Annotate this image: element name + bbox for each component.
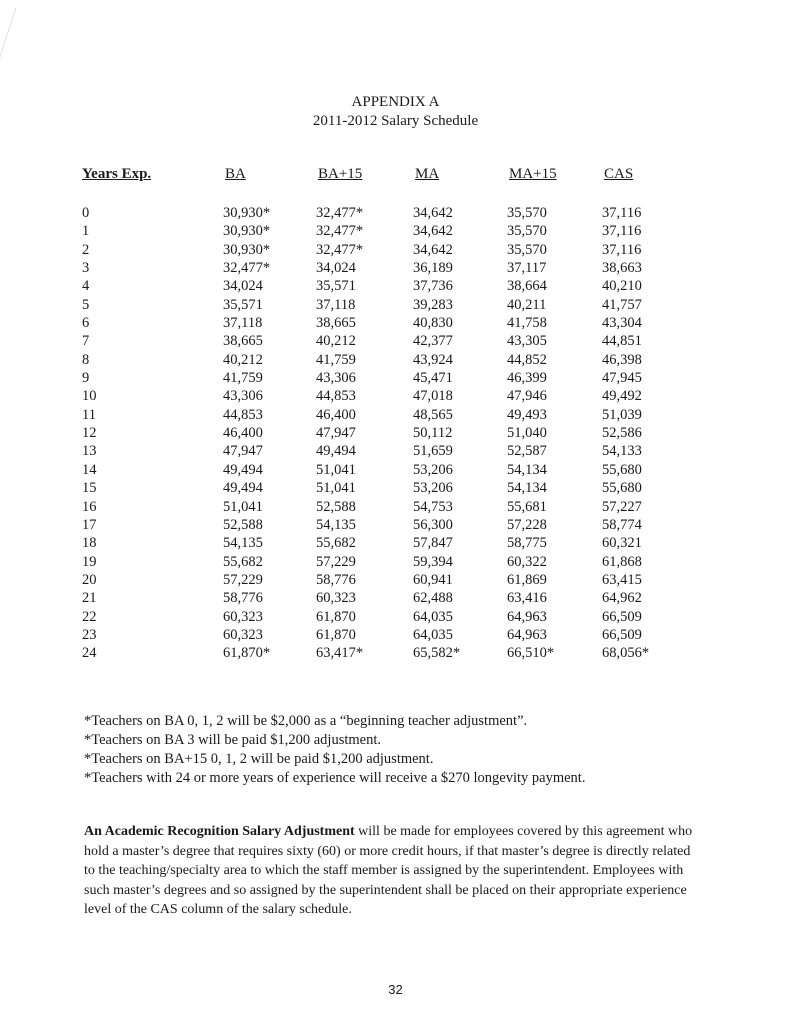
salary-cell: 41,757 bbox=[602, 296, 642, 313]
years-cell: 2 bbox=[82, 241, 90, 258]
salary-cell: 55,682 bbox=[316, 535, 356, 552]
page-number: 32 bbox=[388, 982, 403, 997]
salary-cell: 66,509 bbox=[602, 608, 642, 625]
salary-cell: 34,642 bbox=[413, 223, 453, 240]
salary-cell: 46,400 bbox=[316, 406, 356, 423]
salary-cell: 51,041 bbox=[223, 498, 263, 515]
column-header-years-exp: Years Exp. bbox=[82, 166, 152, 182]
salary-cell: 44,851 bbox=[602, 333, 642, 350]
years-cell: 15 bbox=[82, 480, 97, 497]
salary-cell: 43,304 bbox=[602, 315, 642, 332]
salary-cell: 37,116 bbox=[602, 205, 642, 221]
salary-cell: 54,133 bbox=[602, 443, 642, 460]
column-header-cas: CAS bbox=[604, 166, 634, 182]
salary-cell: 37,116 bbox=[602, 241, 642, 258]
column-header-ba15: BA+15 bbox=[318, 166, 363, 182]
salary-cell: 62,488 bbox=[413, 590, 453, 607]
salary-cell: 54,753 bbox=[413, 498, 453, 515]
schedule-subtitle: 2011-2012 Salary Schedule bbox=[312, 113, 479, 129]
salary-cell: 35,571 bbox=[316, 278, 356, 295]
years-cell: 0 bbox=[82, 205, 90, 221]
salary-cell: 51,040 bbox=[507, 425, 547, 442]
years-cell: 8 bbox=[82, 351, 90, 368]
salary-cell: 37,736 bbox=[413, 278, 453, 295]
salary-cell: 64,963 bbox=[507, 626, 547, 643]
years-cell: 9 bbox=[82, 370, 90, 387]
salary-cell: 68,056* bbox=[602, 645, 650, 662]
salary-cell: 54,135 bbox=[316, 516, 356, 533]
years-cell: 18 bbox=[82, 535, 97, 552]
salary-cell: 30,930* bbox=[223, 223, 271, 240]
salary-cell: 65,582* bbox=[413, 645, 461, 662]
salary-cell: 39,283 bbox=[413, 296, 453, 313]
years-cell: 20 bbox=[82, 571, 97, 588]
paragraph-text: will be made for employees covered by this agreement who hold a master’s degree that requires sixty (60) or more credit hours, if that master’s degree is directly related to the teaching/specialty area to which the staff member is assigned by the superintendent. Employees with such master’s degrees and so assigned by the superintendent shall be placed on their appropriate experience level of the CAS column of the salary schedule. bbox=[84, 824, 693, 917]
salary-cell: 47,945 bbox=[602, 370, 642, 387]
salary-cell: 51,039 bbox=[602, 406, 642, 423]
scan-artifact bbox=[0, 8, 40, 66]
salary-cell: 35,570 bbox=[507, 241, 547, 258]
salary-cell: 38,665 bbox=[223, 333, 263, 350]
salary-cell: 40,211 bbox=[507, 296, 547, 313]
salary-cell: 38,664 bbox=[507, 278, 547, 295]
salary-cell: 40,210 bbox=[602, 278, 642, 295]
salary-cell: 64,035 bbox=[413, 608, 453, 625]
salary-cell: 41,758 bbox=[507, 315, 547, 332]
salary-cell: 53,206 bbox=[413, 480, 453, 497]
salary-cell: 58,776 bbox=[316, 571, 356, 588]
column-header-ma15: MA+15 bbox=[509, 166, 557, 182]
salary-cell: 36,189 bbox=[413, 260, 453, 277]
footnotes bbox=[84, 712, 585, 788]
salary-cell: 51,659 bbox=[413, 443, 453, 460]
appendix-title: APPENDIX A bbox=[351, 94, 440, 110]
salary-cell: 49,492 bbox=[602, 388, 642, 405]
salary-cell: 35,570 bbox=[507, 205, 547, 221]
salary-cell: 47,018 bbox=[413, 388, 453, 405]
years-cell: 7 bbox=[82, 333, 90, 350]
salary-cell: 46,400 bbox=[223, 425, 263, 442]
salary-cell: 46,398 bbox=[602, 351, 642, 368]
years-cell: 5 bbox=[82, 296, 90, 313]
salary-cell: 37,117 bbox=[507, 260, 547, 277]
salary-cell: 61,870 bbox=[316, 626, 356, 643]
salary-cell: 60,323 bbox=[316, 590, 356, 607]
salary-cell: 43,306 bbox=[316, 370, 356, 387]
salary-cell: 37,116 bbox=[602, 223, 642, 240]
salary-cell: 60,321 bbox=[602, 535, 642, 552]
salary-cell: 63,415 bbox=[602, 571, 642, 588]
salary-cell: 49,494 bbox=[316, 443, 356, 460]
salary-cell: 34,024 bbox=[316, 260, 356, 277]
salary-cell: 38,665 bbox=[316, 315, 356, 332]
salary-cell: 57,847 bbox=[413, 535, 453, 552]
salary-cell: 58,776 bbox=[223, 590, 263, 607]
salary-cell: 42,377 bbox=[413, 333, 453, 350]
salary-cell: 51,041 bbox=[316, 480, 356, 497]
paragraph-bold-lead: An Academic Recognition Salary Adjustment bbox=[84, 824, 355, 839]
footnote: *Teachers on BA+15 0, 1, 2 will be paid $1,200 adjustment. bbox=[84, 751, 434, 767]
salary-cell: 46,399 bbox=[507, 370, 547, 387]
salary-cell: 47,947 bbox=[223, 443, 263, 460]
salary-cell: 40,212 bbox=[316, 333, 356, 350]
salary-cell: 55,680 bbox=[602, 461, 642, 478]
years-cell: 10 bbox=[82, 388, 97, 405]
salary-cell: 52,586 bbox=[602, 425, 642, 442]
salary-cell: 30,930* bbox=[223, 241, 271, 258]
salary-cell: 51,041 bbox=[316, 461, 356, 478]
salary-cell: 41,759 bbox=[223, 370, 263, 387]
years-cell: 12 bbox=[82, 425, 97, 442]
salary-cell: 60,323 bbox=[223, 608, 263, 625]
salary-cell: 61,869 bbox=[507, 571, 547, 588]
column-header-ma: MA bbox=[415, 166, 440, 182]
salary-cell: 35,571 bbox=[223, 296, 263, 313]
salary-cell: 66,509 bbox=[602, 626, 642, 643]
salary-cell: 55,682 bbox=[223, 553, 263, 570]
salary-cell: 40,212 bbox=[223, 351, 263, 368]
salary-cell: 32,477* bbox=[316, 241, 364, 258]
salary-cell: 60,941 bbox=[413, 571, 453, 588]
salary-cell: 52,588 bbox=[316, 498, 356, 515]
salary-cell: 50,112 bbox=[413, 425, 453, 442]
salary-cell: 63,417* bbox=[316, 645, 364, 662]
footnote: *Teachers on BA 3 will be paid $1,200 adjustment. bbox=[84, 732, 381, 748]
salary-cell: 54,134 bbox=[507, 461, 547, 478]
salary-cell: 41,759 bbox=[316, 351, 356, 368]
salary-cell: 58,775 bbox=[507, 535, 547, 552]
salary-cell: 32,477* bbox=[316, 223, 364, 240]
salary-cell: 43,924 bbox=[413, 351, 453, 368]
salary-cell: 59,394 bbox=[413, 553, 453, 570]
salary-cell: 37,118 bbox=[223, 315, 263, 332]
salary-cell: 30,930* bbox=[223, 205, 271, 221]
salary-cell: 55,680 bbox=[602, 480, 642, 497]
salary-cell: 55,681 bbox=[507, 498, 547, 515]
salary-cell: 49,494 bbox=[223, 480, 263, 497]
years-cell: 23 bbox=[82, 626, 97, 643]
years-cell: 17 bbox=[82, 516, 97, 533]
salary-cell: 32,477* bbox=[223, 260, 271, 277]
salary-cell: 43,306 bbox=[223, 388, 263, 405]
salary-cell: 48,565 bbox=[413, 406, 453, 423]
salary-cell: 54,135 bbox=[223, 535, 263, 552]
years-cell: 1 bbox=[82, 223, 90, 240]
salary-cell: 45,471 bbox=[413, 370, 453, 387]
salary-cell: 57,228 bbox=[507, 516, 547, 533]
footnote: *Teachers with 24 or more years of experience will receive a $270 longevity payment. bbox=[84, 770, 586, 786]
salary-cell: 60,323 bbox=[223, 626, 263, 643]
salary-cell: 34,642 bbox=[413, 241, 453, 258]
years-cell: 4 bbox=[82, 278, 90, 295]
years-cell: 6 bbox=[82, 315, 90, 332]
salary-cell: 44,853 bbox=[316, 388, 356, 405]
years-cell: 11 bbox=[82, 406, 96, 423]
salary-cell: 47,947 bbox=[316, 425, 356, 442]
salary-cell: 52,588 bbox=[223, 516, 263, 533]
years-cell: 22 bbox=[82, 608, 97, 625]
years-cell: 19 bbox=[82, 553, 97, 570]
salary-cell: 44,853 bbox=[223, 406, 263, 423]
salary-cell: 32,477* bbox=[316, 205, 364, 221]
salary-cell: 61,870 bbox=[316, 608, 356, 625]
salary-cell: 63,416 bbox=[507, 590, 547, 607]
years-cell: 3 bbox=[82, 260, 90, 277]
salary-cell: 57,229 bbox=[223, 571, 263, 588]
salary-cell: 57,227 bbox=[602, 498, 642, 515]
salary-cell: 60,322 bbox=[507, 553, 547, 570]
salary-cell: 35,570 bbox=[507, 223, 547, 240]
salary-cell: 37,118 bbox=[316, 296, 356, 313]
salary-cell: 49,494 bbox=[223, 461, 263, 478]
salary-cell: 40,830 bbox=[413, 315, 453, 332]
salary-cell: 57,229 bbox=[316, 553, 356, 570]
salary-cell: 61,868 bbox=[602, 553, 642, 570]
salary-cell: 54,134 bbox=[507, 480, 547, 497]
salary-cell: 38,663 bbox=[602, 260, 642, 277]
years-cell: 24 bbox=[82, 645, 97, 662]
academic-recognition-paragraph bbox=[84, 822, 694, 920]
salary-cell: 44,852 bbox=[507, 351, 547, 368]
years-cell: 21 bbox=[82, 590, 97, 607]
footnote: *Teachers on BA 0, 1, 2 will be $2,000 as a “beginning teacher adjustment”. bbox=[84, 713, 528, 729]
salary-cell: 52,587 bbox=[507, 443, 547, 460]
years-cell: 14 bbox=[82, 461, 97, 478]
salary-cell: 61,870* bbox=[223, 645, 271, 662]
salary-cell: 66,510* bbox=[507, 645, 555, 662]
salary-cell: 34,642 bbox=[413, 205, 453, 221]
salary-cell: 64,963 bbox=[507, 608, 547, 625]
salary-cell: 56,300 bbox=[413, 516, 453, 533]
salary-cell: 53,206 bbox=[413, 461, 453, 478]
years-cell: 13 bbox=[82, 443, 97, 460]
column-header-ba: BA bbox=[225, 166, 246, 182]
salary-cell: 34,024 bbox=[223, 278, 263, 295]
salary-cell: 47,946 bbox=[507, 388, 547, 405]
salary-cell: 49,493 bbox=[507, 406, 547, 423]
salary-cell: 58,774 bbox=[602, 516, 642, 533]
years-cell: 16 bbox=[82, 498, 97, 515]
salary-cell: 64,962 bbox=[602, 590, 642, 607]
salary-cell: 43,305 bbox=[507, 333, 547, 350]
salary-cell: 64,035 bbox=[413, 626, 453, 643]
